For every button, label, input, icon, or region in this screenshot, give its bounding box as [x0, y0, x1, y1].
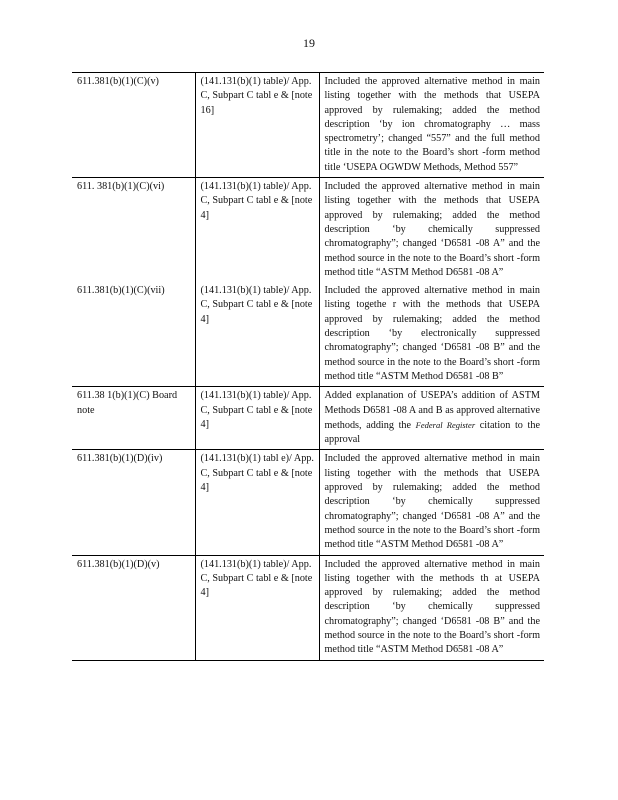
table-row: [72, 555, 544, 660]
description-cell: Included the approved alternative method in main listing togethe r with the methods that USEPA approved by rulemaking; added the method description ‘by electronically suppressed chromatography”; changed ‘D6581 -08 B” and the method source in the note to the Board’s short -form method title “ASTM Method D6581 -08 B”: [324, 285, 540, 382]
federal-register-text: Federal Register: [415, 419, 476, 430]
description-cell: [319, 387, 544, 450]
reference-cell: (141.131(b)(1) table)/ App. C, Subpart C tabl e & [note 4]: [195, 387, 319, 450]
section-cell: 611. 381(b)(1)(C)(vi): [72, 178, 195, 283]
reference-cell: (141.131(b)(1) tabl e)/ App. C, Subpart C tabl e & [note 4]: [195, 450, 319, 555]
description-cell: Included the approved alternative method in main listing together with the methods th at USEPA approved by rulemaking; added the method description ‘by chemically suppressed chromatography”; changed ‘D6581 -08 B” and the method source in the note to the Board’s short -form method title “ASTM Method D6581 -08 A”: [319, 555, 544, 660]
table-row: [72, 387, 544, 450]
description-cell: Included the approved alternative method in main listing together with the methods that USEPA approved by rulemaking; added the method description ‘by chemically suppressed chromatography”; changed ‘D6581 -08 A” and the method source in the note to the Board’s short -form method title “ASTM Method D6581 -08 A”: [319, 450, 544, 555]
section-cell: 611.381(b)(1)(C)(vii): [72, 282, 195, 387]
section-cell: 611.38 1(b)(1)(C) Board note: [72, 387, 195, 450]
reference-cell: (141.131(b)(1) table)/ App. C, Subpart C tabl e & [note 4]: [195, 178, 319, 283]
section-cell: 611.381(b)(1)(C)(v): [72, 73, 195, 178]
section-cell: 611.381(b)(1)(D)(v): [72, 555, 195, 660]
table-row: [72, 282, 544, 387]
description-cell: Included the approved alternative method in main listing together with the methods that USEPA approved by rulemaking; added the method description ‘by ion chromatography … mass spectrometry’; changed “557” and the full method title in the note to the Board’s short -form method title ‘USEPA OGWDW Methods, Method 557”: [319, 73, 544, 178]
amendments-table: [72, 72, 544, 661]
page-number: 19: [303, 36, 315, 50]
description-text: Added explanation of USEPA’s addition of ASTM Methods D6581 -08 A and B as approved alternative methods, adding the: [324, 390, 540, 431]
table-row: [72, 73, 544, 178]
description-cell: Included the approved alternative method in main listing together with the methods that USEPA approved by rulemaking; added the method description ‘by chemically suppressed chromatography”; changed ‘D6581 -08 A” and the method source in the note to the Board’s short -form method title “ASTM Method D6581 -08 A”: [319, 178, 544, 283]
table-row: [72, 450, 544, 555]
reference-cell: (141.131(b)(1) table)/ App. C, Subpart C tabl e & [note 4]: [195, 555, 319, 660]
reference-cell: (141.131(b)(1) table)/ App. C, Subpart C tabl e & [note 4]: [195, 282, 319, 387]
description-text-end: citation to the approval: [324, 419, 540, 446]
table-row: [72, 178, 544, 283]
section-cell: 611.381(b)(1)(D)(iv): [72, 450, 195, 555]
reference-cell: (141.131(b)(1) table)/ App. C, Subpart C tabl e & [note 16]: [195, 73, 319, 178]
